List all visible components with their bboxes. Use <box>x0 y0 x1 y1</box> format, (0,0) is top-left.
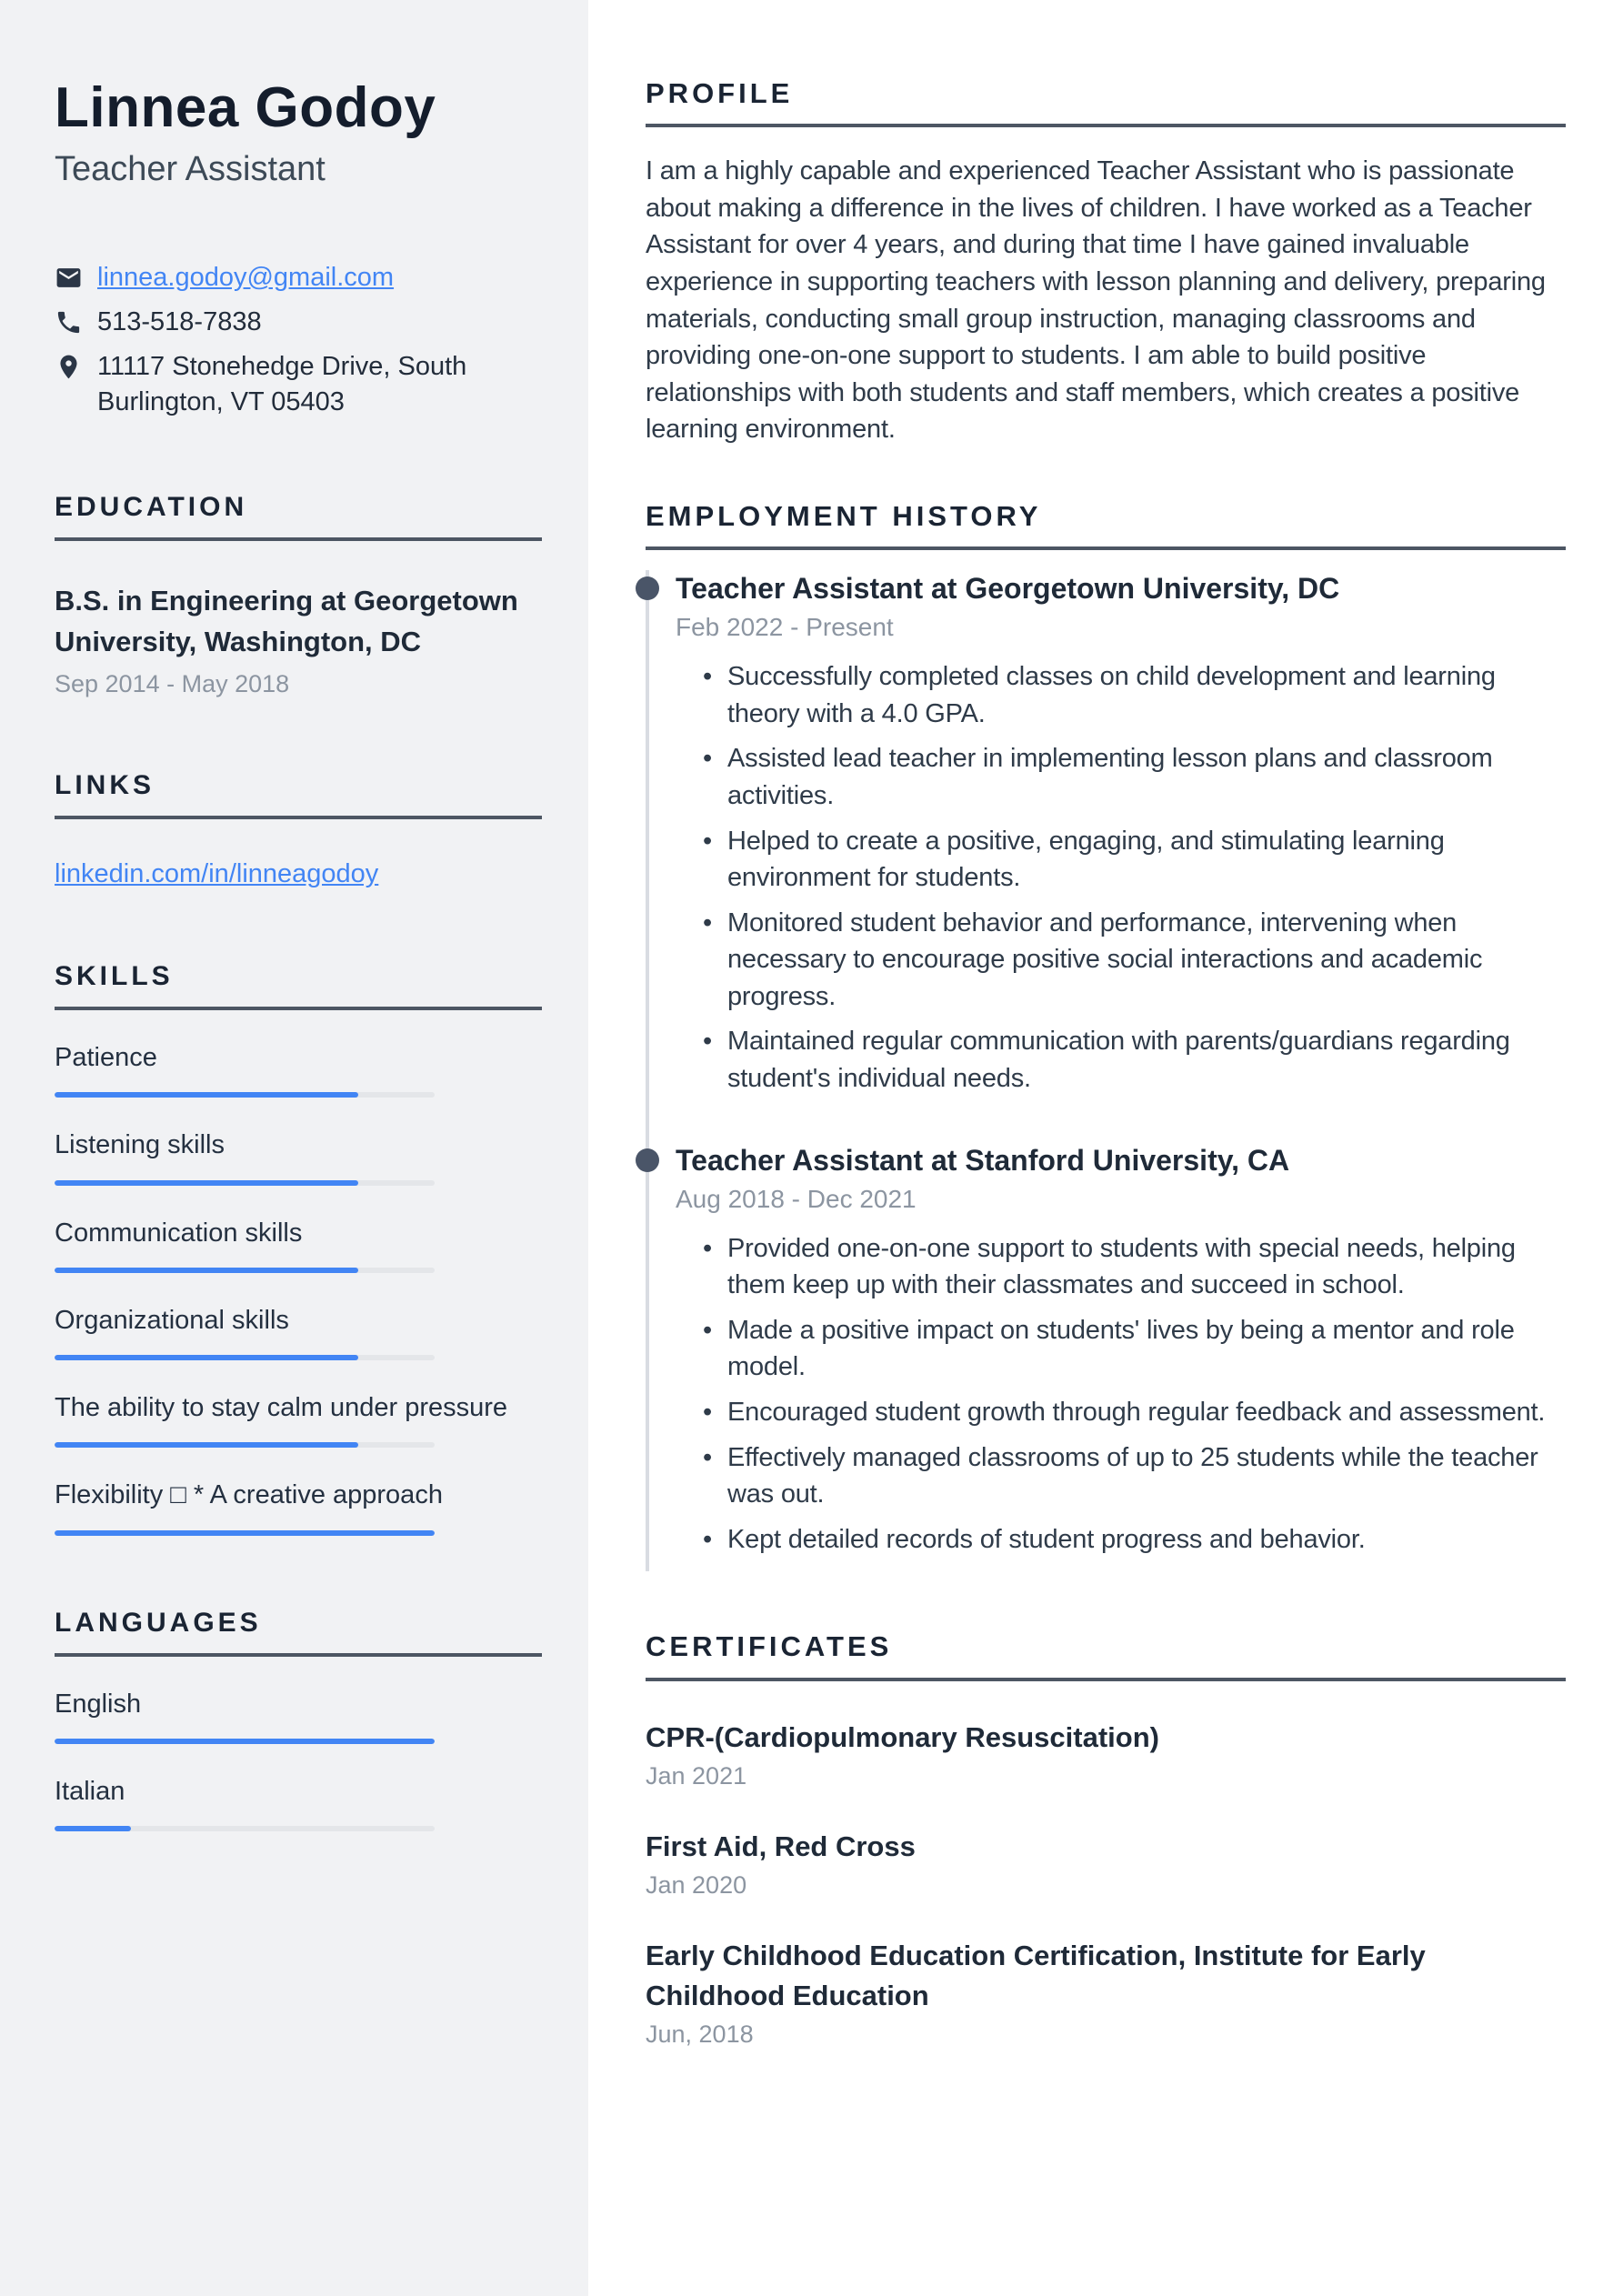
job-item <box>676 570 1566 1142</box>
job-title: Teacher Assistant at Georgetown University, DC <box>676 572 1340 606</box>
certificate-date: Jun, 2018 <box>646 2020 754 2049</box>
phone-icon <box>55 308 83 336</box>
skill-label: Organizational skills <box>55 1305 289 1335</box>
bullet-item: • Monitored student behavior and performance, intervening when necessary to encourage positive social interactions and academic progress. <box>676 905 1566 1016</box>
skill-bar-track <box>55 1442 435 1448</box>
contact-phone-row <box>55 305 542 340</box>
education-degree: B.S. in Engineering at Georgetown University, Washington, DC <box>55 585 518 658</box>
skill-bar-track <box>55 1268 435 1273</box>
contact-block <box>55 260 542 421</box>
heading-rule <box>646 546 1566 550</box>
certificate-item <box>646 1718 1566 1790</box>
certificate-title: First Aid, Red Cross <box>646 1830 916 1862</box>
heading-rule <box>55 537 542 541</box>
heading-rule <box>55 1653 542 1657</box>
envelope-icon <box>55 264 83 292</box>
language-bar-track <box>55 1826 435 1831</box>
skill-item <box>55 1041 542 1098</box>
skill-bar-track <box>55 1092 435 1098</box>
candidate-name: Linnea Godoy <box>55 76 436 139</box>
profile-heading: PROFILE <box>646 77 794 109</box>
candidate-job-title: Teacher Assistant <box>55 150 326 188</box>
employment-section <box>646 499 1566 1571</box>
bullet-item: • Helped to create a positive, engaging, and stimulating learning environment for students. <box>676 823 1566 897</box>
job-dates: Feb 2022 - Present <box>676 613 894 642</box>
skill-item <box>55 1128 542 1185</box>
job-title: Teacher Assistant at Stanford University, CA <box>676 1143 1290 1177</box>
job-item <box>676 1142 1566 1572</box>
certificate-date: Jan 2020 <box>646 1871 747 1900</box>
language-item <box>55 1775 542 1831</box>
skill-bar-track <box>55 1355 435 1360</box>
skill-bar-fill <box>55 1530 435 1536</box>
skill-bar-track <box>55 1180 435 1186</box>
languages-heading: LANGUAGES <box>55 1607 262 1638</box>
certificate-date: Jan 2021 <box>646 1761 747 1790</box>
skill-label: Patience <box>55 1043 157 1073</box>
heading-rule <box>646 1678 1566 1681</box>
location-pin-icon <box>55 353 83 381</box>
profile-text: I am a highly capable and experienced Teacher Assistant who is passionate about making a difference in the lives of children. I have worked as a Teacher Assistant for over 4 years, and during that time I have gained invaluable experience in supporting teachers with lesson planning and delivery, preparing materials, conducting small group instruction, managing classrooms and providing one-on-one support to students. I am able to build positive relationships with both students and staff members, which creates a positive learning environment. <box>646 156 1546 445</box>
linkedin-link[interactable]: linkedin.com/in/linneagodoy <box>55 859 379 889</box>
address <box>97 349 466 420</box>
heading-rule <box>646 124 1566 127</box>
contact-email-row <box>55 260 542 296</box>
employment-heading: EMPLOYMENT HISTORY <box>646 499 1042 532</box>
links-section <box>55 769 542 889</box>
main-column <box>588 0 1623 2296</box>
certificate-title: Early Childhood Education Certification, Institute for Early Childhood Education <box>646 1940 1426 2011</box>
job-dates: Aug 2018 - Dec 2021 <box>676 1184 917 1213</box>
skill-item <box>55 1479 542 1535</box>
language-bar-track <box>55 1739 435 1744</box>
timeline-dot <box>636 577 659 600</box>
skill-label: Flexibility □ * A creative approach <box>55 1480 443 1510</box>
profile-section <box>646 76 1566 448</box>
bullet-item: • Successfully completed classes on child development and learning theory with a 4.0 GPA. <box>676 658 1566 732</box>
job-bullet-list <box>676 658 1566 1098</box>
phone-number: 513-518-7838 <box>97 306 262 336</box>
skill-bar-fill <box>55 1268 358 1273</box>
language-item <box>55 1688 542 1744</box>
language-bar-fill <box>55 1826 131 1831</box>
certificate-title: CPR-(Cardiopulmonary Resuscitation) <box>646 1720 1159 1753</box>
skill-label: The ability to stay calm under pressure <box>55 1393 508 1423</box>
skill-label: Communication skills <box>55 1218 303 1248</box>
skills-section <box>55 960 542 1536</box>
certificate-item <box>646 1827 1566 1900</box>
education-section <box>55 491 542 698</box>
skill-item <box>55 1391 542 1448</box>
certificates-section <box>646 1629 1566 2049</box>
job-bullet-list <box>676 1230 1566 1559</box>
heading-rule <box>55 1007 542 1010</box>
links-heading: LINKS <box>55 770 155 801</box>
heading-rule <box>55 816 542 819</box>
bullet-item: • Made a positive impact on students' lives by being a mentor and role model. <box>676 1312 1566 1386</box>
skill-item <box>55 1217 542 1273</box>
bullet-item: • Provided one-on-one support to students with special needs, helping them keep up with their classmates and succeed in school. <box>676 1230 1566 1304</box>
certificate-item <box>646 1936 1566 2049</box>
address-line-1: 11117 Stonehedge Drive, South <box>97 352 467 382</box>
skill-label: Listening skills <box>55 1130 225 1160</box>
bullet-item: • Effectively managed classrooms of up to 25 students while the teacher was out. <box>676 1439 1566 1513</box>
bullet-item: • Assisted lead teacher in implementing lesson plans and classroom activities. <box>676 740 1566 814</box>
language-bar-fill <box>55 1739 435 1744</box>
language-label: Italian <box>55 1776 125 1806</box>
skill-bar-fill <box>55 1180 358 1186</box>
skill-bar-fill <box>55 1442 358 1448</box>
skill-bar-fill <box>55 1092 358 1098</box>
skill-bar-track <box>55 1530 435 1536</box>
languages-section <box>55 1607 542 1832</box>
contact-address-row <box>55 349 542 420</box>
education-dates: Sep 2014 - May 2018 <box>55 670 290 698</box>
bullet-item: • Encouraged student growth through regular feedback and assessment. <box>676 1394 1566 1431</box>
address-line-2: Burlington, VT 05403 <box>97 387 345 417</box>
employment-timeline <box>646 570 1566 1571</box>
bullet-item: • Maintained regular communication with parents/guardians regarding student's individual needs. <box>676 1023 1566 1097</box>
bullet-item: • Kept detailed records of student progress and behavior. <box>676 1521 1566 1559</box>
timeline-dot <box>636 1148 659 1172</box>
language-label: English <box>55 1689 142 1719</box>
certificates-heading: CERTIFICATES <box>646 1630 893 1663</box>
education-heading: EDUCATION <box>55 492 248 523</box>
sidebar <box>0 0 588 2296</box>
skill-bar-fill <box>55 1355 358 1360</box>
email-link[interactable]: linnea.godoy@gmail.com <box>97 262 395 292</box>
skill-item <box>55 1304 542 1360</box>
skills-heading: SKILLS <box>55 961 174 992</box>
